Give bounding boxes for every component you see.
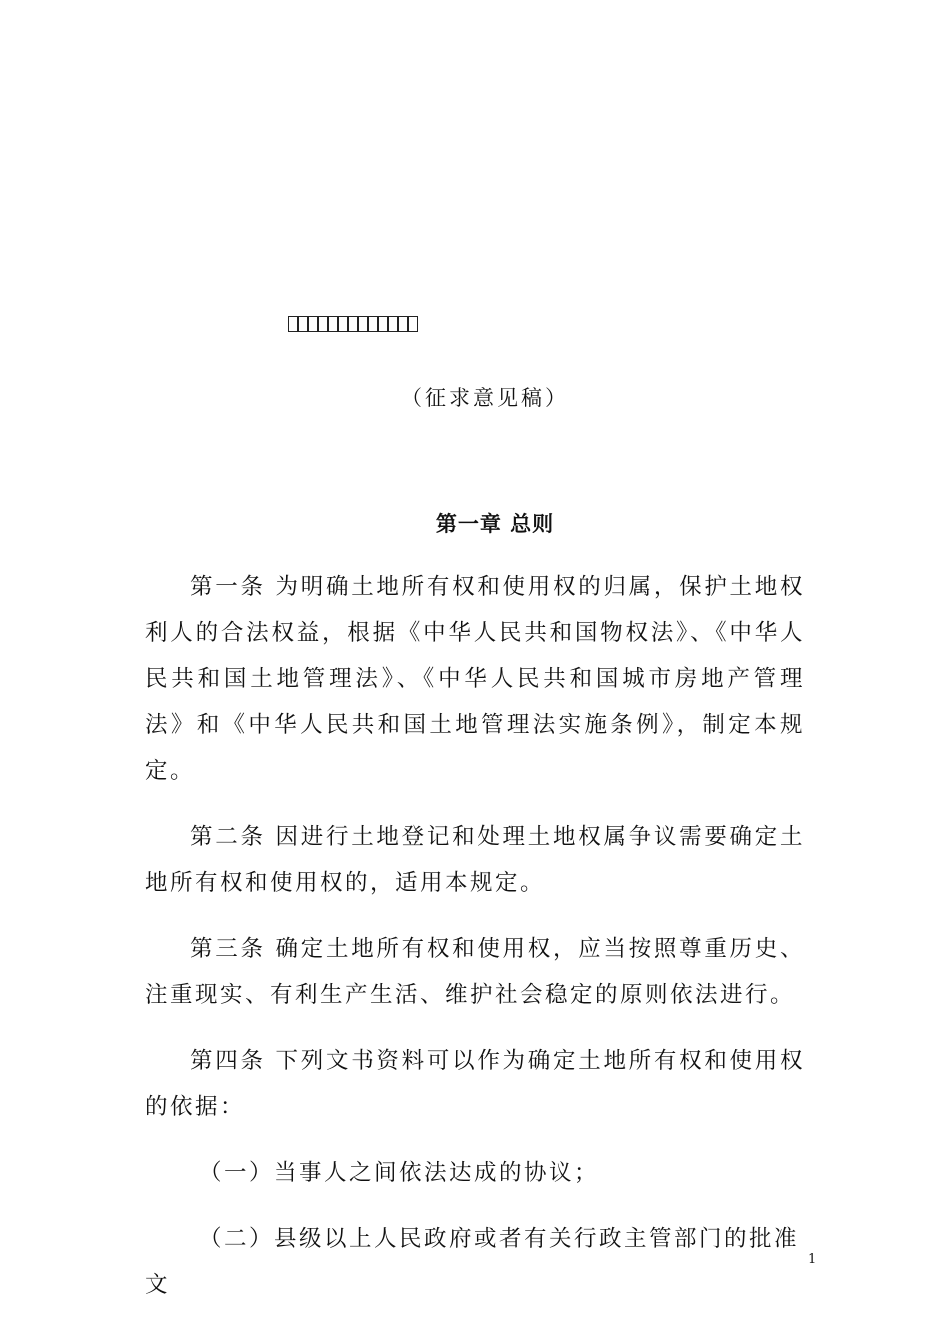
document-subtitle: （征求意见稿）	[401, 386, 569, 410]
document-body	[145, 564, 805, 1328]
missing-glyph-box	[338, 316, 348, 332]
missing-glyph-box	[348, 316, 358, 332]
missing-glyph-box	[318, 316, 328, 332]
page-number: 1	[808, 1252, 817, 1267]
missing-glyph-box	[358, 316, 368, 332]
article-4-item-1: （一）当事人之间依法达成的协议；	[199, 1160, 600, 1186]
article-2: 第二条 因进行土地登记和处理土地权属争议需要确定土地所有权和使用权的，适用本规定。	[145, 824, 805, 896]
article-4-item-2: （二）县级以上人民政府或者有关行政主管部门的批准文	[145, 1226, 800, 1298]
article-4: 第四条 下列文书资料可以作为确定土地所有权和使用权的依据：	[145, 1048, 805, 1120]
missing-glyph-box	[388, 316, 398, 332]
missing-glyph-box	[408, 316, 418, 332]
chapter-heading: 第一章 总则	[435, 512, 555, 536]
missing-glyph-box	[308, 316, 318, 332]
document-title-missing-glyphs	[288, 316, 418, 336]
missing-glyph-box	[328, 316, 338, 332]
missing-glyph-box	[288, 316, 298, 332]
missing-glyph-box	[298, 316, 308, 332]
missing-glyph-box	[368, 316, 378, 332]
missing-glyph-box	[378, 316, 388, 332]
article-1: 第一条 为明确土地所有权和使用权的归属，保护土地权利人的合法权益，根据《中华人民共和国物权法》、《中华人民共和国土地管理法》、《中华人民共和国城市房地产管理法》和《中华人民共和国土地管理法实施条例》，制定本规定。	[145, 574, 805, 784]
article-3: 第三条 确定土地所有权和使用权，应当按照尊重历史、注重现实、有利生产生活、维护社会稳定的原则依法进行。	[145, 936, 805, 1008]
missing-glyph-box	[398, 316, 408, 332]
